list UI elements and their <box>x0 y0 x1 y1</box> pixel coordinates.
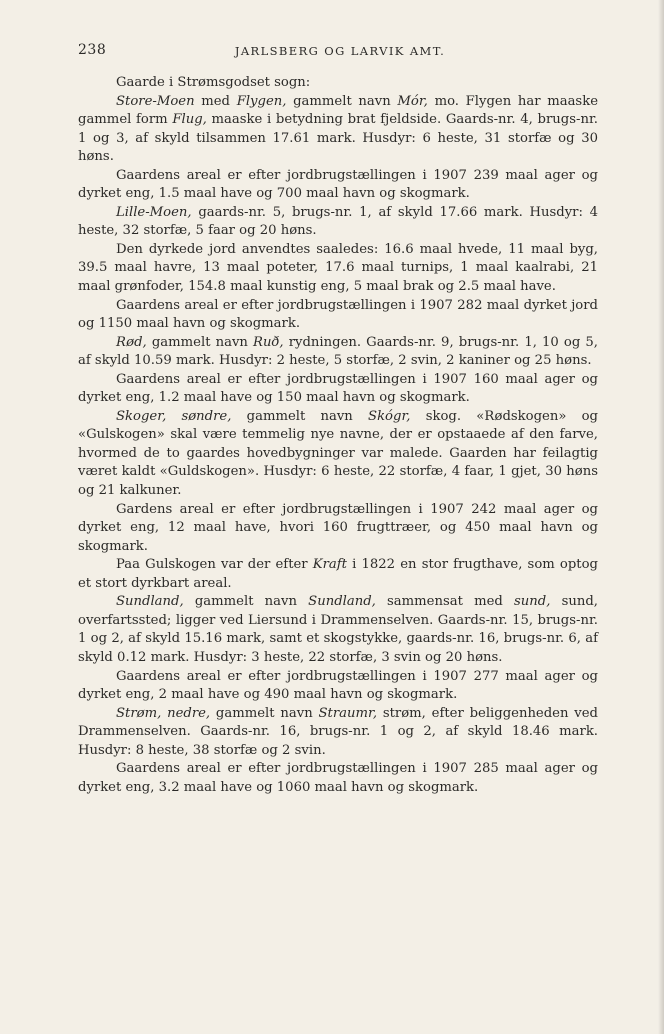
italic-name: Skoger, søndre, <box>116 408 232 424</box>
text-run: Gardens areal er efter jordbrugstællingen i 1907 242 maal ager og dyrket eng, 12 maal have, hvori 160 frugttræer, og 450 maal havn og skogmark. <box>78 501 598 554</box>
paragraph <box>78 297 598 334</box>
text-run: Den dyrkede jord anvendtes saaledes: 16.6 maal hvede, 11 maal byg, 39.5 maal havre, 13 maal poteter, 17.6 maal turnips, 1 maal kaalrabi, 21 maal grønfoder, 154.8 maal kunstig eng, 5 maal brak og 2.5 maal have. <box>78 241 598 295</box>
text-run: Gaardens areal er efter jordbrugstællingen i 1907 277 maal ager og dyrket eng, 2 maal have og 490 maal havn og skogmark. <box>78 668 598 703</box>
text-run: Gaardens areal er efter jordbrugstællingen i 1907 160 maal ager og dyrket eng, 1.2 maal have og 150 maal havn og skogmark. <box>78 371 598 406</box>
text-run: Paa Gulskogen var der efter <box>116 557 313 573</box>
text-run: Gaarde i Strømsgodset sogn: <box>116 75 311 90</box>
text-run: med <box>194 93 237 109</box>
paragraph <box>78 334 598 371</box>
text-run: sammensat med <box>375 594 515 610</box>
italic-name: sund, <box>514 594 551 610</box>
italic-name: Strøm, nedre, <box>116 705 211 721</box>
paragraph <box>78 760 598 797</box>
text-run: maaske i betydning brat fjeldside. Gaards-nr. 4, brugs-nr. 1 og 3, af skyld tilsammen 17.61 mark. Husdyr: 6 heste, 31 storfæ og 30 høns. <box>78 112 598 165</box>
paragraph <box>78 501 598 557</box>
italic-name: Sundland, <box>308 594 376 610</box>
text-run: Gaardens areal er efter jordbrugstællingen i 1907 239 maal ager og dyrket eng, 1.5 maal have og 700 maal havn og skogmark. <box>78 167 598 202</box>
italic-name: Flug, <box>172 112 207 128</box>
italic-name: Rød, <box>116 334 147 350</box>
paragraph <box>78 74 598 93</box>
paragraph <box>78 204 598 241</box>
page-number: 238 <box>78 42 107 58</box>
paragraph <box>78 93 598 167</box>
text-run: Gaardens areal er efter jordbrugstællingen i 1907 285 maal ager og dyrket eng, 3.2 maal have og 1060 maal havn og skogmark. <box>78 761 598 795</box>
text-run: strøm, efter beliggenheden ved Drammenselven. Gaards-nr. 16, brugs-nr. 1 og 2, af skyld 18.46 mark. Husdyr: 8 heste, 38 storfæ og 2 svin. <box>78 705 598 758</box>
paragraph <box>78 668 598 705</box>
italic-name: Ruð, <box>253 334 284 350</box>
text-run: gammelt navn <box>210 705 319 721</box>
paragraph <box>78 556 598 593</box>
text-run: gammelt navn <box>146 334 254 350</box>
running-title: JARLSBERG OG LARVIK AMT. <box>234 44 446 58</box>
text-run: sund, overfartssted; ligger ved Liersund i Drammenselven. Gaards-nr. 15, brugs-nr. 1 og 2, af skyld 15.16 mark, samt et skogstykke, gaards-nr. 16, brugs-nr. 6, af skyld 0.12 mark. Husdyr: 3 heste, 22 storfæ, 3 svin og 20 høns. <box>78 594 598 665</box>
text-run: gammelt navn <box>183 594 309 610</box>
paragraph <box>78 593 598 667</box>
italic-name: Mór, <box>397 93 428 109</box>
text-run: i 1822 en stor frugthave, som optog et stort dyrkbart areal. <box>78 557 598 591</box>
italic-name: Kraft <box>312 557 347 573</box>
paragraph <box>78 241 598 297</box>
italic-name: Store-Moen <box>116 93 195 109</box>
body-text <box>78 74 598 797</box>
paragraph <box>78 705 598 761</box>
italic-name: Flygen, <box>236 93 287 109</box>
italic-name: Skógr, <box>368 408 411 424</box>
text-run: rydningen. Gaards-nr. 9, brugs-nr. 1, 10 og 5, af skyld 10.59 mark. Husdyr: 2 heste, 5 storfæ, 2 svin, 2 kaniner og 25 høns. <box>78 334 598 369</box>
italic-name: Sundland, <box>116 594 184 610</box>
paragraph <box>78 371 598 408</box>
paragraph <box>78 408 598 501</box>
italic-name: Lille-Moen, <box>116 204 192 220</box>
paragraph <box>78 167 598 204</box>
italic-name: Straumr, <box>318 705 378 721</box>
page-edge-shadow <box>658 0 664 1034</box>
text-run: gammelt navn <box>286 93 398 109</box>
text-run: gammelt navn <box>231 408 369 424</box>
text-run: Gaardens areal er efter jordbrugstællingen i 1907 282 maal dyrket jord og 1150 maal havn og skogmark. <box>78 297 598 332</box>
text-run: gaards-nr. 5, brugs-nr. 1, af skyld 17.66 mark. Husdyr: 4 heste, 32 storfæ, 5 faar og 20 høns. <box>78 204 598 239</box>
page-header <box>78 42 602 62</box>
text-run: skog. «Rødskogen» og «Gulskogen» skal være temmelig nye navne, der er opstaaede af den farve, hvormed de to gaardes hovedbygninger var malede. Gaarden har feilagtig været kaldt «Guldskogen». Husdyr: 6 heste, 22 storfæ, 4 faar, 1 gjet, 30 høns og 21 kalkuner. <box>78 408 598 499</box>
text-run: mo. Flygen har maaske gammel form <box>78 93 598 128</box>
